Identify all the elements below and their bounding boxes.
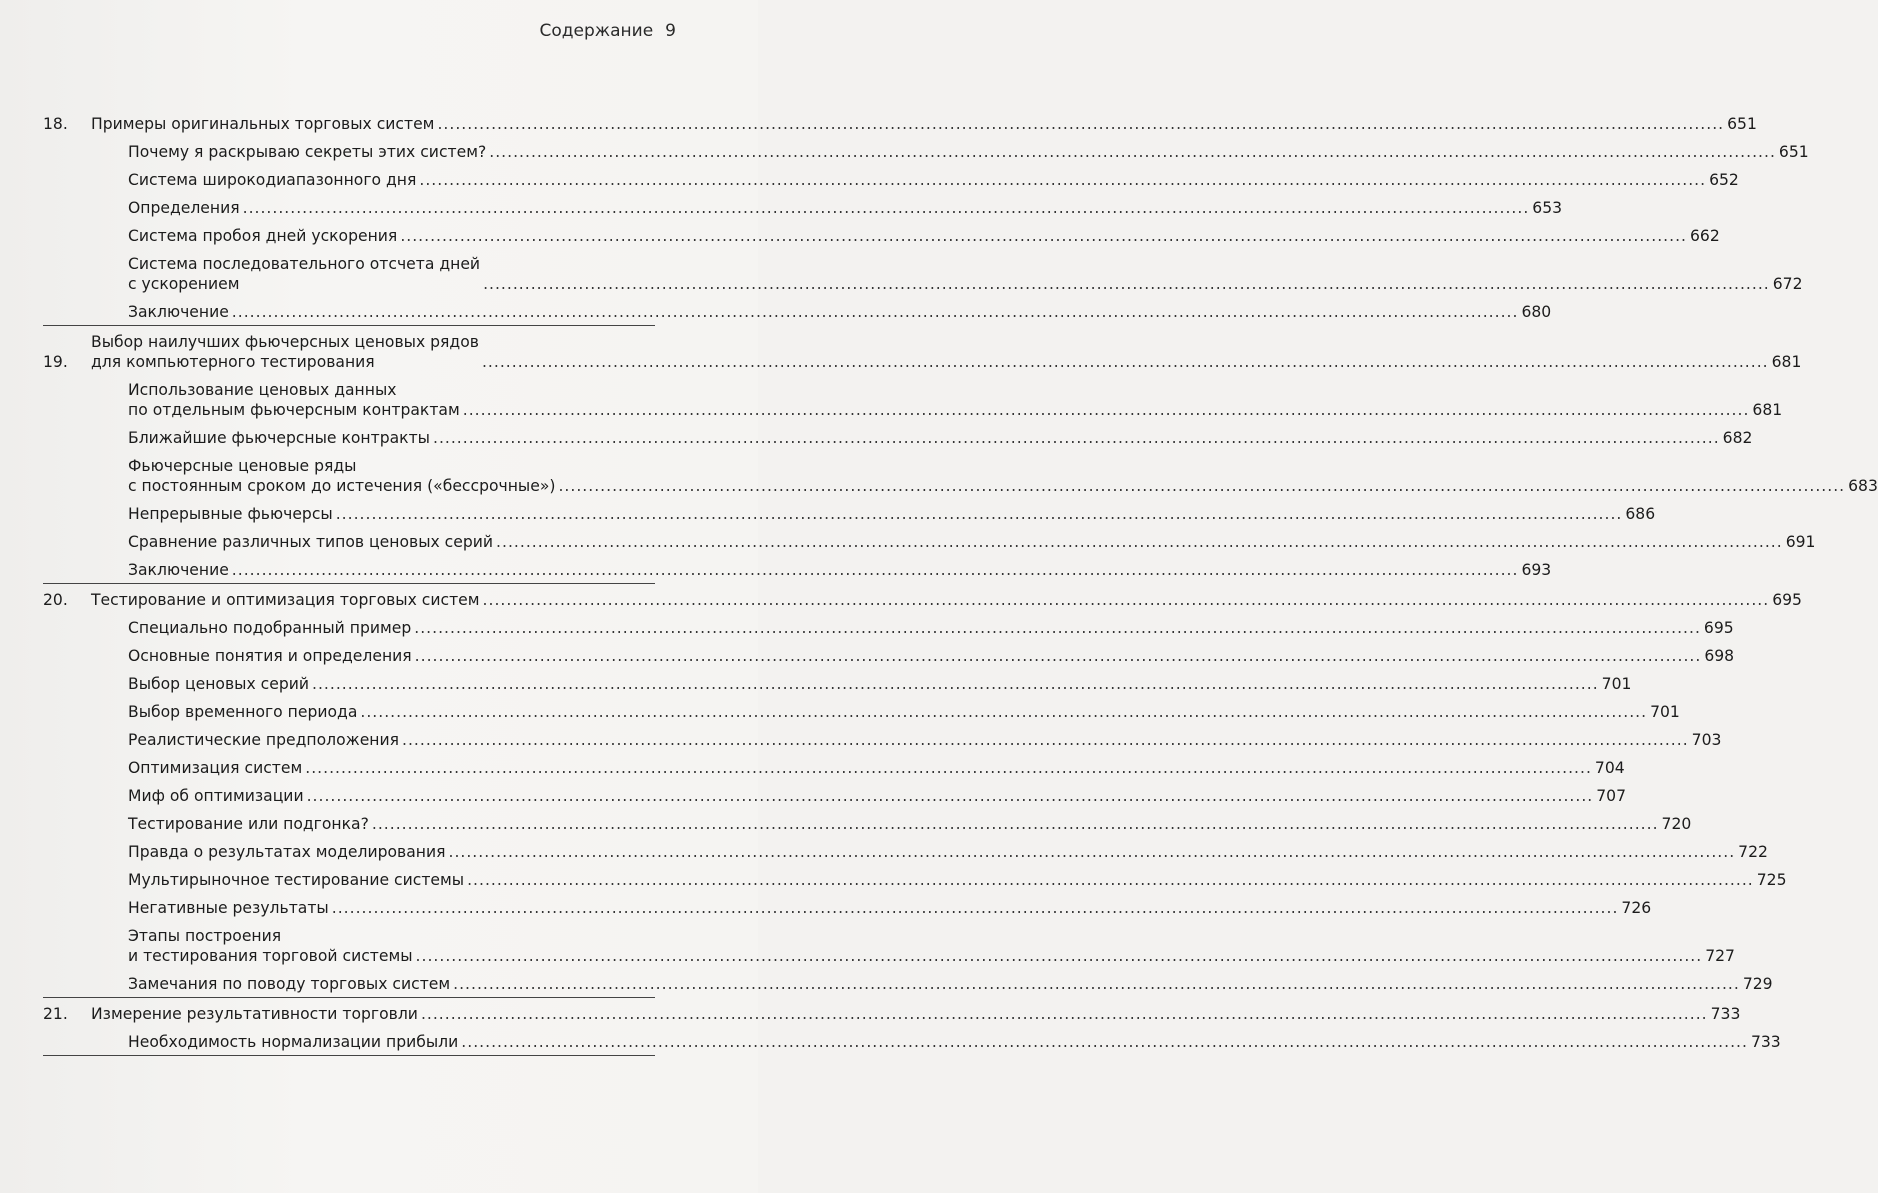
entry-title-line: Выбор ценовых серий bbox=[128, 675, 309, 693]
entry-title-line: Выбор наилучших фьючерсных ценовых рядов bbox=[91, 333, 479, 351]
dot-leader bbox=[307, 786, 1594, 806]
chapter-page-ref: 651 bbox=[1727, 115, 1757, 133]
section-entry[interactable] bbox=[128, 302, 1552, 322]
dot-leader bbox=[482, 352, 1769, 372]
entry-title-line: Использование ценовых данных bbox=[128, 381, 397, 399]
entry-title bbox=[128, 560, 229, 580]
entry-title-line: Сравнение различных типов ценовых серий bbox=[128, 533, 494, 551]
entry-title-line: Определения bbox=[128, 199, 240, 217]
entry-title-line: Тестирование или подгонка? bbox=[128, 815, 369, 833]
section-page-ref: 691 bbox=[1785, 533, 1816, 551]
section-list bbox=[128, 618, 1787, 997]
section-entry[interactable] bbox=[128, 786, 1627, 806]
section-page-ref: 662 bbox=[1689, 227, 1720, 245]
dot-leader bbox=[483, 274, 1770, 294]
section-page-ref: 722 bbox=[1738, 843, 1768, 861]
table-of-contents bbox=[43, 108, 1878, 1056]
entry-title bbox=[128, 532, 493, 552]
entry-title bbox=[91, 1004, 418, 1024]
dot-leader bbox=[360, 702, 1647, 722]
section-entry[interactable] bbox=[128, 226, 1720, 246]
chapter-entry[interactable] bbox=[43, 590, 1802, 610]
dot-leader bbox=[453, 974, 1740, 994]
entry-title-line: Миф об оптимизации bbox=[128, 787, 304, 805]
dot-leader bbox=[463, 400, 1750, 420]
running-head-section: Содержание bbox=[539, 21, 654, 41]
entry-title-line: с ускорением bbox=[128, 275, 240, 293]
entry-title bbox=[91, 590, 480, 610]
section-page-ref: 703 bbox=[1691, 731, 1722, 749]
section-page-ref: 680 bbox=[1521, 303, 1552, 321]
entry-title-line: Примеры оригинальных торговых систем bbox=[91, 115, 435, 133]
section-entry[interactable] bbox=[128, 254, 1803, 294]
section-entry[interactable] bbox=[128, 380, 1783, 420]
entry-title bbox=[128, 898, 329, 918]
section-entry[interactable] bbox=[128, 702, 1680, 722]
section-entry[interactable] bbox=[128, 758, 1625, 778]
dot-leader bbox=[433, 428, 1720, 448]
section-page-ref: 729 bbox=[1742, 975, 1773, 993]
entry-title-line: Почему я раскрываю секреты этих систем? bbox=[128, 143, 487, 161]
section-entry[interactable] bbox=[128, 674, 1632, 694]
entry-title-line: Непрерывные фьючерсы bbox=[128, 505, 333, 523]
entry-title-line: Мультирыночное тестирование системы bbox=[128, 871, 465, 889]
entry-title-line: Негативные результаты bbox=[128, 899, 329, 917]
entry-title-line: Выбор временного периода bbox=[128, 703, 358, 721]
dot-leader bbox=[232, 302, 1519, 322]
entry-title bbox=[128, 198, 240, 218]
entry-title-line: Основные понятия и определения bbox=[128, 647, 412, 665]
entry-title bbox=[128, 504, 333, 524]
entry-title-line: Система широкодиапазонного дня bbox=[128, 171, 417, 189]
section-page-ref: 693 bbox=[1521, 561, 1552, 579]
entry-title bbox=[91, 332, 479, 372]
dot-leader bbox=[483, 590, 1770, 610]
entry-title bbox=[128, 618, 411, 638]
dot-leader bbox=[415, 646, 1702, 666]
dot-leader bbox=[332, 898, 1619, 918]
section-entry[interactable] bbox=[128, 618, 1734, 638]
entry-title bbox=[128, 730, 399, 750]
dot-leader bbox=[421, 1004, 1708, 1024]
section-list bbox=[128, 1032, 1781, 1055]
entry-title bbox=[128, 646, 412, 666]
entry-title-line: Необходимость нормализации прибыли bbox=[128, 1033, 459, 1051]
section-entry[interactable] bbox=[128, 646, 1735, 666]
entry-title-line: Этапы построения bbox=[128, 927, 282, 945]
section-entry[interactable] bbox=[128, 532, 1816, 552]
entry-title bbox=[128, 380, 460, 420]
running-head bbox=[540, 21, 676, 41]
entry-title bbox=[128, 170, 416, 190]
entry-title-line: Оптимизация систем bbox=[128, 759, 303, 777]
section-page-ref: 698 bbox=[1704, 647, 1735, 665]
chapter-block bbox=[43, 114, 1809, 326]
entry-title-line: Тестирование и оптимизация торговых систем bbox=[91, 591, 480, 609]
dot-leader bbox=[372, 814, 1659, 834]
section-entry[interactable] bbox=[128, 898, 1652, 918]
section-page-ref: 672 bbox=[1772, 275, 1803, 293]
dot-leader bbox=[461, 1032, 1748, 1052]
entry-title bbox=[128, 842, 445, 862]
dot-leader bbox=[437, 114, 1724, 134]
chapter-entry[interactable] bbox=[43, 332, 1802, 372]
dot-leader bbox=[496, 532, 1783, 552]
section-list bbox=[128, 380, 1878, 583]
entry-title-line: для компьютерного тестирования bbox=[91, 353, 375, 371]
chapter-block bbox=[43, 1004, 1781, 1056]
entry-title bbox=[128, 254, 480, 294]
entry-title bbox=[128, 142, 486, 162]
section-entry[interactable] bbox=[128, 456, 1878, 496]
entry-title bbox=[128, 786, 304, 806]
dot-leader bbox=[305, 758, 1592, 778]
section-entry[interactable] bbox=[128, 170, 1739, 190]
section-entry[interactable] bbox=[128, 730, 1722, 750]
section-entry[interactable] bbox=[128, 142, 1809, 162]
section-page-ref: 652 bbox=[1709, 171, 1739, 189]
section-entry[interactable] bbox=[128, 814, 1692, 834]
chapter-block bbox=[43, 590, 1802, 998]
dot-leader bbox=[448, 842, 1735, 862]
dot-leader bbox=[558, 476, 1845, 496]
entry-title-line: Заключение bbox=[128, 561, 229, 579]
chapter-title bbox=[91, 1004, 1740, 1024]
section-entry[interactable] bbox=[128, 198, 1563, 218]
entry-title bbox=[128, 456, 555, 496]
chapter-page-ref: 695 bbox=[1772, 591, 1802, 609]
section-page-ref: 704 bbox=[1594, 759, 1625, 777]
running-head-page-number: 9 bbox=[665, 21, 676, 41]
section-page-ref: 651 bbox=[1778, 143, 1809, 161]
entry-title-line: и тестирования торговой системы bbox=[128, 947, 413, 965]
dot-leader bbox=[400, 226, 1687, 246]
section-page-ref: 733 bbox=[1750, 1033, 1781, 1051]
chapter-entry[interactable] bbox=[43, 1004, 1741, 1024]
entry-title bbox=[128, 814, 369, 834]
dot-leader bbox=[489, 142, 1776, 162]
entry-title-line: Ближайшие фьючерсные контракты bbox=[128, 429, 430, 447]
section-entry[interactable] bbox=[128, 926, 1735, 966]
entry-title-line: Правда о результатах моделирования bbox=[128, 843, 446, 861]
section-page-ref: 681 bbox=[1752, 401, 1783, 419]
entry-title bbox=[128, 1032, 458, 1052]
section-page-ref: 725 bbox=[1756, 871, 1787, 889]
entry-title bbox=[128, 674, 309, 694]
entry-title bbox=[128, 870, 464, 890]
chapter-title bbox=[91, 590, 1802, 610]
section-entry[interactable] bbox=[128, 842, 1768, 862]
entry-title bbox=[128, 758, 302, 778]
section-page-ref: 701 bbox=[1650, 703, 1680, 721]
section-entry[interactable] bbox=[128, 974, 1773, 994]
dot-leader bbox=[336, 504, 1623, 524]
chapter-title bbox=[91, 332, 1801, 372]
section-page-ref: 683 bbox=[1848, 477, 1878, 495]
entry-title-line: Специально подобранный пример bbox=[128, 619, 412, 637]
section-entry[interactable] bbox=[128, 1032, 1781, 1052]
dot-leader bbox=[414, 618, 1701, 638]
entry-title-line: Система последовательного отсчета дней bbox=[128, 255, 481, 273]
entry-title bbox=[128, 428, 430, 448]
entry-title-line: Измерение результативности торговли bbox=[91, 1005, 418, 1023]
section-page-ref: 720 bbox=[1661, 815, 1692, 833]
chapter-page-ref: 681 bbox=[1771, 353, 1802, 371]
chapter-number: 19. bbox=[43, 353, 68, 371]
dot-leader bbox=[416, 946, 1703, 966]
section-page-ref: 701 bbox=[1601, 675, 1632, 693]
chapter-block bbox=[43, 332, 1878, 584]
chapter-number: 21. bbox=[43, 1005, 68, 1023]
section-entry[interactable] bbox=[128, 560, 1552, 580]
entry-title bbox=[128, 974, 450, 994]
entry-title bbox=[128, 702, 357, 722]
entry-title-line: по отдельным фьючерсным контрактам bbox=[128, 401, 460, 419]
section-page-ref: 686 bbox=[1625, 505, 1656, 523]
entry-title-line: Фьючерсные ценовые ряды bbox=[128, 457, 357, 475]
section-page-ref: 682 bbox=[1722, 429, 1753, 447]
chapter-number: 20. bbox=[43, 591, 68, 609]
dot-leader bbox=[243, 198, 1530, 218]
entry-title bbox=[128, 302, 229, 322]
section-list bbox=[128, 142, 1809, 325]
section-page-ref: 653 bbox=[1532, 199, 1563, 217]
entry-title-line: Система пробоя дней ускорения bbox=[128, 227, 398, 245]
entry-title-line: Реалистические предположения bbox=[128, 731, 399, 749]
section-entry[interactable] bbox=[128, 504, 1656, 524]
section-entry[interactable] bbox=[128, 870, 1787, 890]
chapter-page-ref: 733 bbox=[1710, 1005, 1741, 1023]
entry-title bbox=[128, 226, 397, 246]
section-page-ref: 707 bbox=[1596, 787, 1627, 805]
section-page-ref: 726 bbox=[1621, 899, 1652, 917]
section-page-ref: 695 bbox=[1703, 619, 1734, 637]
section-entry[interactable] bbox=[128, 428, 1753, 448]
dot-leader bbox=[467, 870, 1754, 890]
entry-title bbox=[128, 926, 413, 966]
dot-leader bbox=[312, 674, 1599, 694]
entry-title bbox=[91, 114, 434, 134]
section-page-ref: 727 bbox=[1705, 947, 1735, 965]
entry-title-line: Замечания по поводу торговых систем bbox=[128, 975, 451, 993]
entry-title-line: Заключение bbox=[128, 303, 229, 321]
chapter-number: 18. bbox=[43, 115, 68, 133]
dot-leader bbox=[402, 730, 1689, 750]
dot-leader bbox=[232, 560, 1519, 580]
entry-title-line: с постоянным сроком до истечения («бессрочные») bbox=[128, 477, 556, 495]
chapter-entry[interactable] bbox=[43, 114, 1757, 134]
chapter-title bbox=[91, 114, 1757, 134]
dot-leader bbox=[419, 170, 1706, 190]
